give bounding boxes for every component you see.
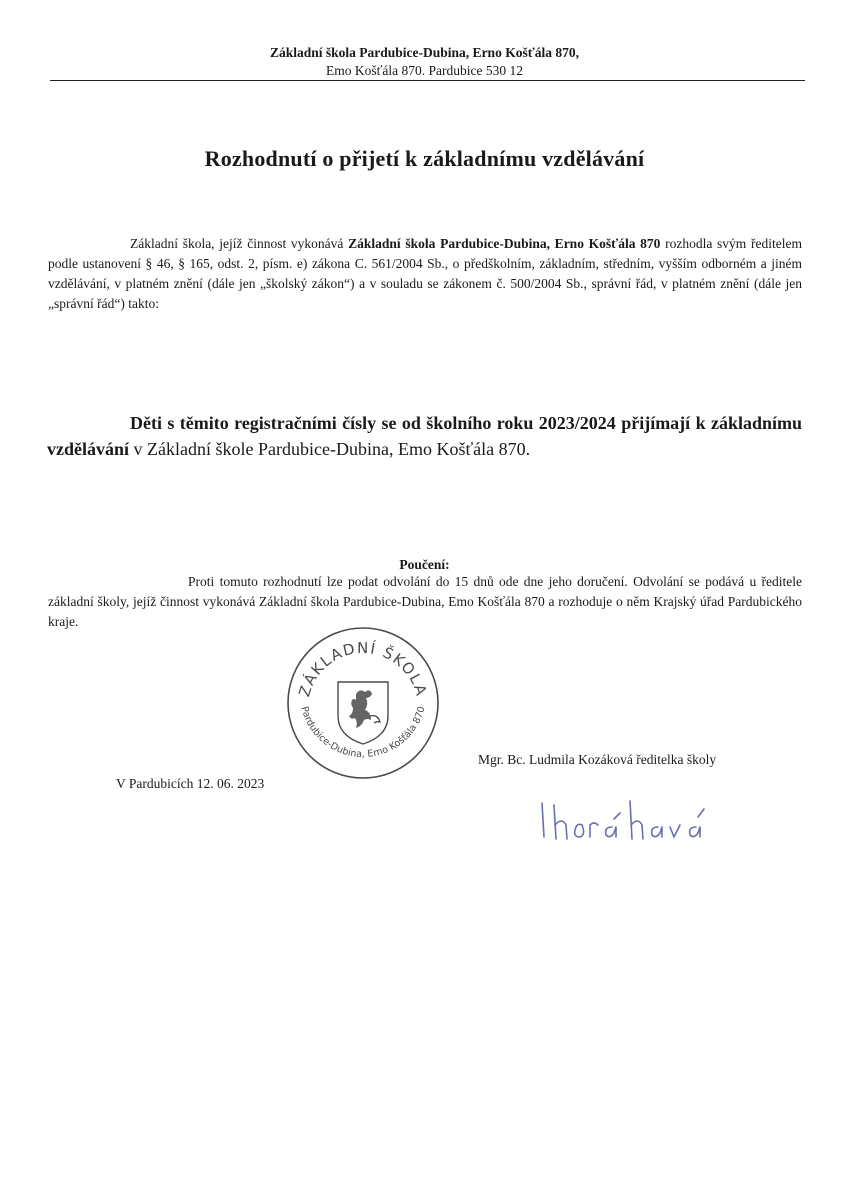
- instruction-heading: Poučení:: [399, 557, 450, 572]
- header-divider: [50, 80, 805, 81]
- intro-text-after: rozhodla svým ředitelem podle ustanovení § 46, § 165, odst. 2, písm. e) zákona C. 561/2004 Sb., o předškolním, základním, středním, vyšším odborném a jiném vzdělávání, v platném znění (dále jen „školský zákon“) a v souladu se zákonem č. 500/2004 Sb., správní řád, v platném znění (dále jen „správní řád“) takto:: [48, 236, 802, 311]
- stamp-graphic: [284, 624, 442, 782]
- signer-name: Mgr. Bc. Ludmila Kozáková ředitelka školy: [478, 752, 717, 767]
- school-header-line2: Emo Košťála 870. Pardubice 530 12: [326, 63, 523, 78]
- intro-school-name: Základní škola Pardubice-Dubina, Erno Košťála 870: [348, 236, 661, 251]
- decision-plain-text: v Základní škole Pardubice-Dubina, Emo Košťála 870.: [129, 439, 531, 459]
- decision-paragraph: [47, 410, 802, 462]
- signature-graphic: [530, 785, 710, 855]
- instruction-paragraph: Proti tomuto rozhodnutí lze podat odvolání do 15 dnů ode dne jeho doručení. Odvolání se podává u ředitele základní školy, jejíž činnost vykonává Základní škola Pardubice-Dubina, Emo Košťála 870 a rozhoduje o něm Krajský úřad Pardubického kraje.: [48, 574, 802, 629]
- stamp-bottom-text: Pardubice-Dubina, Erno Košťála 870: [298, 705, 428, 761]
- intro-text-before: Základní škola, jejíž činnost vykonává: [130, 236, 349, 251]
- intro-paragraph: [48, 234, 802, 314]
- handwritten-signature: [530, 785, 710, 855]
- decision-bold-text: Děti s těmito registračními čísly se od školního roku 2023/2024 přijímají k základnímu vzdělávání: [47, 413, 802, 459]
- document-title: Rozhodnutí o přijetí k základnímu vzdělávání: [204, 146, 645, 171]
- school-stamp: [284, 624, 442, 782]
- place-and-date: V Pardubicích 12. 06. 2023: [116, 776, 265, 791]
- school-header-line1: Základní škola Pardubice-Dubina, Erno Košťála 870,: [270, 45, 579, 60]
- stamp-top-text: ZÁKLADNÍ ŠKOLA: [295, 638, 431, 699]
